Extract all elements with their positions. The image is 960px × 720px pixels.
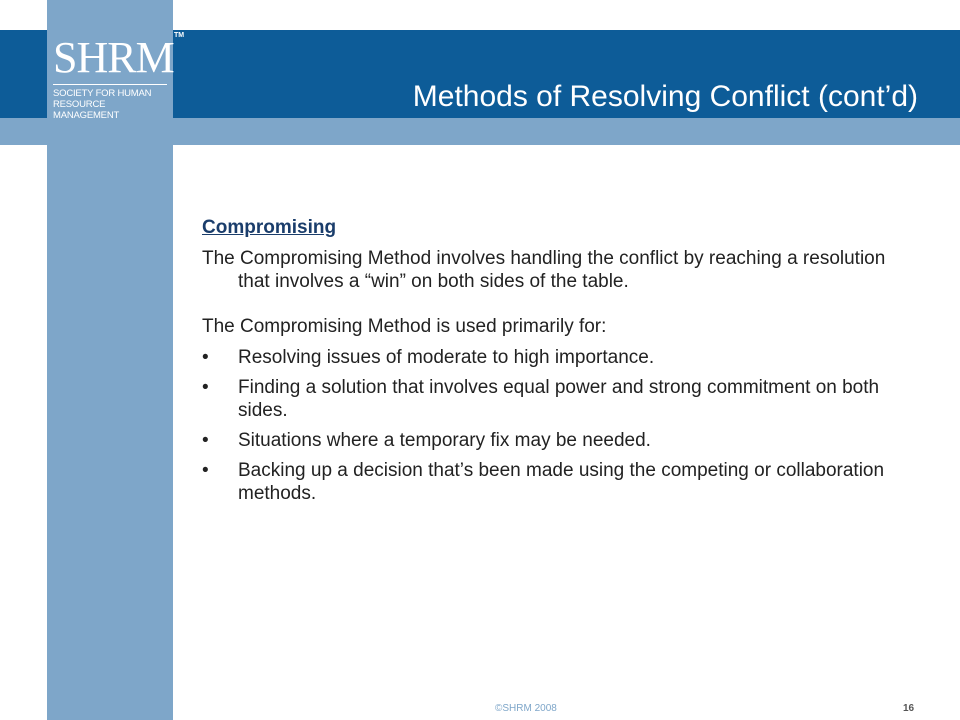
bullet-text: Resolving issues of moderate to high importance.: [238, 347, 655, 368]
subtitle-bar: [0, 118, 960, 145]
bullet-list: [202, 346, 922, 505]
bullet-icon: •: [202, 377, 209, 398]
lead-paragraph: The Compromising Method is used primarily for:: [202, 316, 607, 337]
footer-copyright: ©SHRM 2008: [495, 703, 557, 714]
bullet-text: Backing up a decision that’s been made using the competing or collaboration methods.: [238, 460, 885, 504]
list-item: [202, 376, 922, 422]
logo-tagline: [53, 88, 171, 121]
shrm-logo: [47, 30, 185, 121]
list-item: [202, 346, 922, 369]
slide-title: Methods of Resolving Conflict (cont’d): [412, 80, 918, 113]
logo-tagline-line1: SOCIETY FOR HUMAN: [53, 88, 152, 99]
logo-mark: SHRM: [53, 33, 174, 82]
intro-paragraph: The Compromising Method involves handling the conflict by reaching a resolution that involves a “win” on both sides of the table.: [202, 248, 886, 292]
slide-body: [202, 216, 922, 512]
section-heading: Compromising: [202, 217, 337, 238]
bullet-text: Situations where a temporary fix may be needed.: [238, 430, 651, 451]
logo-trademark: TM: [174, 32, 185, 39]
bullet-icon: •: [202, 460, 209, 481]
page-number: 16: [903, 703, 915, 714]
list-item: [202, 429, 922, 452]
bullet-icon: •: [202, 347, 209, 368]
bullet-text: Finding a solution that involves equal power and strong commitment on both sides.: [238, 377, 880, 421]
logo-divider: [53, 84, 167, 85]
bullet-icon: •: [202, 430, 209, 451]
list-item: [202, 459, 922, 505]
logo-tagline-line2: RESOURCE MANAGEMENT: [53, 99, 120, 121]
